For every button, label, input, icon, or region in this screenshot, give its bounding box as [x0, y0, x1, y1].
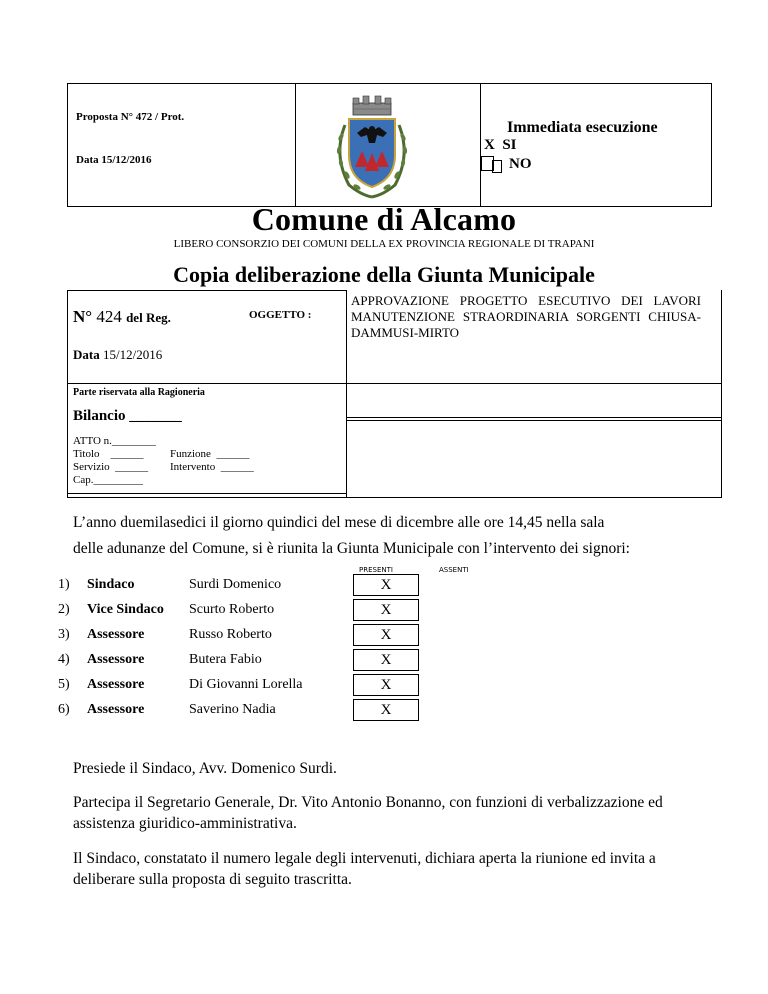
oggetto-label: OGGETTO :	[249, 309, 312, 321]
present-mark: X	[353, 699, 419, 721]
member-name: Russo Roberto	[189, 627, 272, 642]
present-mark: X	[353, 674, 419, 696]
present-mark: X	[353, 574, 419, 596]
present-mark: X	[353, 599, 419, 621]
si-option: X SI	[484, 137, 517, 153]
page-title: Comune di Alcamo	[251, 201, 517, 237]
coat-of-arms-icon	[327, 95, 417, 200]
intro-line-2: delle adunanze del Comune, si è riunita la Giunta Municipale con l’intervento dei signori:	[73, 540, 630, 557]
member-name: Saverino Nadia	[189, 702, 276, 717]
member-role: Assessore	[87, 702, 145, 717]
document-heading: Copia deliberazione della Giunta Municipale	[173, 262, 595, 287]
assenti-header: ASSENTI	[439, 566, 469, 574]
present-mark: X	[353, 624, 419, 646]
registry-n-value: 424	[96, 307, 122, 326]
member-role: Assessore	[87, 652, 145, 667]
registry-n-label: N°	[73, 307, 93, 326]
servizio-field: Servizio ______	[73, 461, 149, 473]
proposta-date: Data 15/12/2016	[76, 154, 152, 166]
row-number: 2)	[58, 602, 70, 617]
member-name: Butera Fabio	[189, 652, 262, 667]
page-subtitle: LIBERO CONSORZIO DEI COMUNI DELLA EX PROVINCIA REGIONALE DI TRAPANI	[173, 238, 595, 250]
intro-line-1: L’anno duemilasedici il giorno quindici del mese di dicembre alle ore 14,45 nella sala	[73, 514, 605, 531]
registry-date-label: Data	[73, 347, 100, 362]
titolo-field: Titolo ______	[73, 448, 144, 460]
paragraph-presiede: Presiede il Sindaco, Avv. Domenico Surdi.	[73, 760, 337, 777]
intervento-field: Intervento ______	[170, 461, 254, 473]
funzione-field: Funzione ______	[170, 448, 250, 460]
member-name: Di Giovanni Lorella	[189, 677, 303, 692]
member-role: Assessore	[87, 677, 145, 692]
presenti-header: PRESENTI	[359, 566, 393, 574]
ragioneria-label: Parte riservata alla Ragioneria	[73, 387, 205, 398]
paragraph-sindaco: Il Sindaco, constatato il numero legale degli intervenuti, dichiara aperta la riunione ed invita a deliberare sulla proposta di seguito trascritta.	[73, 850, 656, 888]
registry-date	[73, 347, 162, 363]
row-number: 6)	[58, 702, 70, 717]
registry-number	[73, 307, 171, 327]
oggetto-text: APPROVAZIONE PROGETTO ESECUTIVO DEI LAVORI MANUTENZIONE STRAORDINARIA SORGENTI CHIUSA-DAMMUSI-MIRTO	[351, 293, 701, 340]
member-name: Surdi Domenico	[189, 577, 282, 592]
immediata-esecuzione-label: Immediata esecuzione	[507, 119, 658, 136]
member-role: Vice Sindaco	[87, 602, 164, 617]
proposta-number: Proposta N° 472 / Prot.	[76, 111, 185, 123]
cap-field: Cap._________	[73, 474, 143, 486]
no-option: NO	[509, 156, 532, 172]
registry-date-value: 15/12/2016	[102, 347, 163, 362]
no-checkbox-inner	[492, 160, 502, 173]
ragioneria-fields	[73, 435, 254, 487]
bilancio-label: Bilancio _______	[73, 408, 182, 424]
row-number: 5)	[58, 677, 70, 692]
atto-field: ATTO n.________	[73, 435, 156, 447]
paragraph-segretario: Partecipa il Segretario Generale, Dr. Vito Antonio Bonanno, con funzioni di verbalizzazione ed assistenza giuridico-amministrativa.	[73, 794, 663, 832]
present-mark: X	[353, 649, 419, 671]
row-number: 3)	[58, 627, 70, 642]
row-number: 1)	[58, 577, 70, 592]
registry-reg-label: del Reg.	[126, 310, 171, 325]
member-name: Scurto Roberto	[189, 602, 275, 617]
member-role: Sindaco	[87, 577, 135, 592]
member-role: Assessore	[87, 627, 145, 642]
row-number: 4)	[58, 652, 70, 667]
